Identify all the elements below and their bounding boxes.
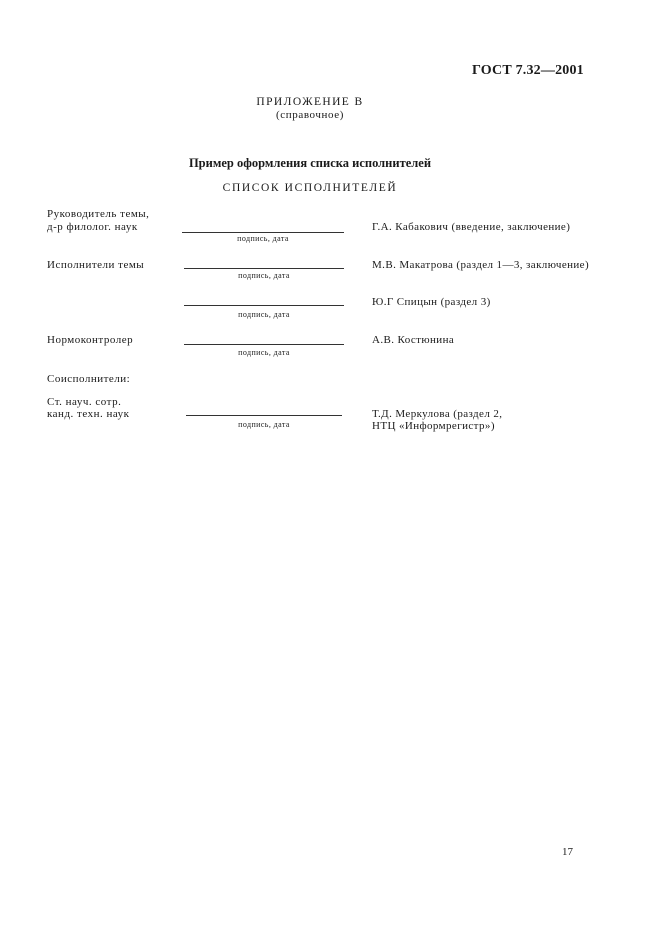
signature-caption: подпись, дата <box>238 420 290 429</box>
signature-line <box>186 415 342 416</box>
role-label: Исполнители темы <box>47 259 145 271</box>
signature-caption: подпись, дата <box>238 348 290 357</box>
executor-name: Ю.Г Спицын (раздел 3) <box>372 296 491 308</box>
appendix-title: ПРИЛОЖЕНИЕ В <box>256 96 364 108</box>
role-label: Нормоконтролер <box>47 334 134 346</box>
signature-line <box>184 305 344 306</box>
executor-name: А.В. Костюнина <box>372 334 455 346</box>
signature-caption: подпись, дата <box>237 234 289 243</box>
role-label: Ст. науч. сотр. <box>47 396 122 408</box>
appendix-subtitle: (справочное) <box>276 109 344 121</box>
list-title: СПИСОК ИСПОЛНИТЕЛЕЙ <box>222 182 398 194</box>
example-title: Пример оформления списка исполнителей <box>188 156 432 170</box>
standard-code: ГОСТ 7.32—2001 <box>472 63 584 78</box>
signature-line <box>184 268 344 269</box>
executor-name: Г.А. Кабакович (введение, заключение) <box>372 221 571 233</box>
page-number: 17 <box>562 846 573 858</box>
co-executors-label: Соисполнители: <box>47 373 131 385</box>
signature-caption: подпись, дата <box>238 271 290 280</box>
role-label: д-р филолог. наук <box>47 221 138 233</box>
executor-name: Т.Д. Меркулова (раздел 2, <box>372 408 503 420</box>
role-label: Руководитель темы, <box>47 208 150 220</box>
signature-line <box>184 344 344 345</box>
role-label: канд. техн. наук <box>47 408 130 420</box>
signature-caption: подпись, дата <box>238 310 290 319</box>
executor-name: М.В. Макатрова (раздел 1—3, заключение) <box>372 259 590 271</box>
signature-line <box>182 232 344 233</box>
executor-affiliation: НТЦ «Информрегистр») <box>372 420 495 432</box>
